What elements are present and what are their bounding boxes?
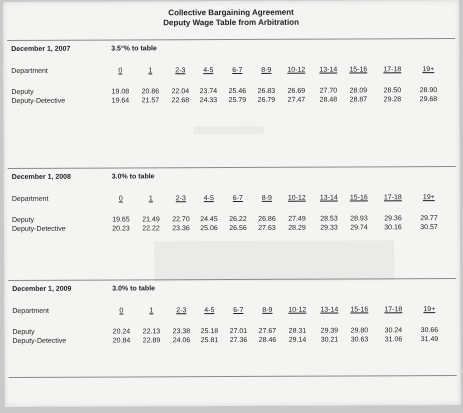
- column-header: 17-18: [383, 194, 402, 202]
- column-header: 4-5: [203, 67, 214, 75]
- column-header: 19+: [422, 194, 435, 202]
- wage-cell: 21.57: [141, 97, 160, 105]
- row-label: Deputy-Detective: [12, 337, 67, 345]
- department-header: Department: [11, 67, 48, 75]
- column-header: 13-14: [320, 306, 339, 314]
- column-header: 6-7: [232, 194, 243, 202]
- column-header: 6-7: [232, 66, 243, 75]
- wage-cell: 22.04: [171, 88, 190, 96]
- wage-cell: 28.87: [349, 96, 368, 104]
- column-header: 10-12: [287, 66, 306, 74]
- row-label: Deputy: [11, 88, 34, 96]
- wage-cell: 24.33: [199, 97, 218, 105]
- column-header: 15-16: [349, 194, 368, 202]
- document-title: Collective Bargaining Agreement: [168, 7, 294, 18]
- wage-cell: 30.66: [420, 327, 439, 335]
- column-header: 17-18: [384, 306, 403, 314]
- wage-cell: 30.21: [320, 336, 339, 344]
- column-header: 4-5: [203, 195, 214, 203]
- section-divider: [8, 166, 456, 169]
- wage-cell: 20.23: [112, 225, 130, 233]
- column-header: 8-9: [261, 66, 272, 74]
- section-date: December 1, 2008: [11, 173, 71, 181]
- column-header: 0: [119, 307, 124, 315]
- wage-cell: 28.53: [320, 215, 338, 223]
- row-label: Deputy: [12, 328, 35, 336]
- department-header: Department: [12, 307, 49, 315]
- wage-cell: 28.93: [350, 215, 368, 223]
- wage-cell: 22.22: [142, 225, 160, 233]
- column-header: 13-14: [319, 194, 338, 202]
- wage-cell: 28.48: [319, 96, 338, 104]
- wage-cell: 22.68: [171, 97, 190, 105]
- wage-cell: 25.81: [200, 337, 219, 345]
- column-header: 1: [148, 195, 153, 203]
- wage-cell: 31.06: [384, 336, 403, 344]
- wage-cell: 24.06: [172, 337, 191, 345]
- wage-cell: 27.47: [287, 96, 306, 104]
- wage-cell: 29.28: [383, 96, 402, 104]
- section-increase: 3.0% to table: [111, 173, 155, 181]
- wage-cell: 25.18: [200, 328, 219, 336]
- column-header: 19+: [422, 66, 435, 74]
- column-header: 6-7: [233, 306, 244, 314]
- column-header: 10-12: [287, 194, 306, 202]
- wage-cell: 27.67: [258, 327, 277, 335]
- column-header: 10-12: [288, 306, 307, 314]
- document-subtitle: Deputy Wage Table from Arbitration: [163, 17, 299, 28]
- column-header: 2-3: [175, 195, 186, 203]
- wage-cell: 31.49: [420, 336, 439, 344]
- wage-cell: 27.01: [229, 327, 248, 336]
- column-header: 0: [118, 67, 123, 75]
- wage-cell: 29.33: [320, 224, 338, 232]
- column-header: 1: [149, 307, 154, 315]
- wage-cell: 25.46: [228, 87, 247, 96]
- wage-cell: 28.46: [258, 336, 277, 344]
- wage-section: [7, 38, 455, 140]
- wage-cell: 28.09: [349, 87, 368, 95]
- row-label: Deputy: [11, 216, 35, 224]
- wage-cell: 25.79: [228, 96, 247, 105]
- wage-cell: 23.74: [199, 88, 218, 96]
- column-header: 8-9: [261, 194, 272, 202]
- wage-section: [8, 166, 456, 268]
- wage-cell: 20.24: [112, 328, 131, 336]
- wage-cell: 25.06: [200, 225, 218, 233]
- department-header: Department: [11, 195, 49, 203]
- wage-cell: 29.36: [384, 215, 402, 223]
- wage-cell: 28.50: [383, 87, 402, 95]
- wage-cell: 26.79: [257, 96, 276, 104]
- section-date: December 1, 2009: [12, 285, 72, 293]
- wage-cell: 27.49: [288, 215, 306, 223]
- wage-cell: 29.68: [419, 96, 438, 104]
- column-header: 15-16: [350, 306, 369, 314]
- wage-cell: 21.49: [142, 216, 160, 224]
- wage-cell: 20.84: [112, 337, 131, 345]
- section-date: December 1, 2007: [11, 45, 71, 53]
- column-header: 0: [118, 195, 123, 203]
- wage-cell: 19.64: [111, 97, 130, 105]
- wage-cell: 19.08: [111, 88, 130, 96]
- wage-cell: 26.22: [229, 215, 247, 224]
- column-header: 19+: [423, 306, 436, 314]
- column-header: 1: [148, 67, 153, 75]
- wage-cell: 29.77: [420, 215, 438, 223]
- wage-cell: 23.36: [172, 225, 190, 233]
- wage-cell: 26.69: [287, 87, 306, 95]
- wage-cell: 30.16: [384, 224, 402, 232]
- wage-cell: 26.86: [258, 215, 276, 223]
- wage-cell: 29.39: [320, 327, 339, 335]
- wage-cell: 27.36: [229, 336, 248, 345]
- wage-cell: 27.70: [319, 87, 338, 95]
- wage-cell: 24.45: [200, 216, 218, 224]
- column-header: 2-3: [176, 307, 187, 315]
- column-header: 15-16: [349, 66, 368, 74]
- section-divider: [8, 278, 456, 281]
- wage-cell: 22.89: [142, 337, 161, 345]
- wage-section: [8, 278, 456, 380]
- wage-cell: 22.13: [142, 328, 161, 336]
- column-header: 13-14: [319, 66, 338, 74]
- wage-cell: 20.86: [141, 88, 160, 96]
- row-label: Deputy-Detective: [11, 225, 66, 233]
- wage-cell: 23.38: [172, 328, 191, 336]
- column-header: 8-9: [262, 306, 273, 314]
- row-label: Deputy-Detective: [11, 97, 66, 105]
- section-increase: 3.5°% to table: [111, 45, 157, 53]
- wage-cell: 29.74: [350, 224, 368, 232]
- document-page: [3, 0, 461, 407]
- column-header: 2-3: [175, 67, 186, 75]
- section-increase: 3.0% to table: [112, 285, 156, 293]
- section-divider: [7, 38, 455, 41]
- wage-cell: 30.63: [350, 336, 369, 344]
- wage-cell: 28.31: [288, 327, 307, 335]
- wage-cell: 29.80: [350, 327, 369, 335]
- wage-cell: 27.63: [258, 224, 276, 232]
- wage-cell: 28.90: [419, 87, 438, 95]
- column-header: 17-18: [383, 66, 402, 74]
- wage-cell: 29.14: [288, 336, 307, 344]
- wage-cell: 26.83: [257, 87, 276, 95]
- wage-cell: 22.70: [172, 216, 190, 224]
- wage-cell: 19.65: [112, 216, 130, 224]
- column-header: 4-5: [204, 307, 215, 315]
- wage-cell: 26.56: [229, 224, 247, 233]
- wage-cell: 28.29: [288, 224, 306, 232]
- wage-cell: 30.24: [384, 327, 403, 335]
- wage-cell: 30.57: [420, 224, 438, 232]
